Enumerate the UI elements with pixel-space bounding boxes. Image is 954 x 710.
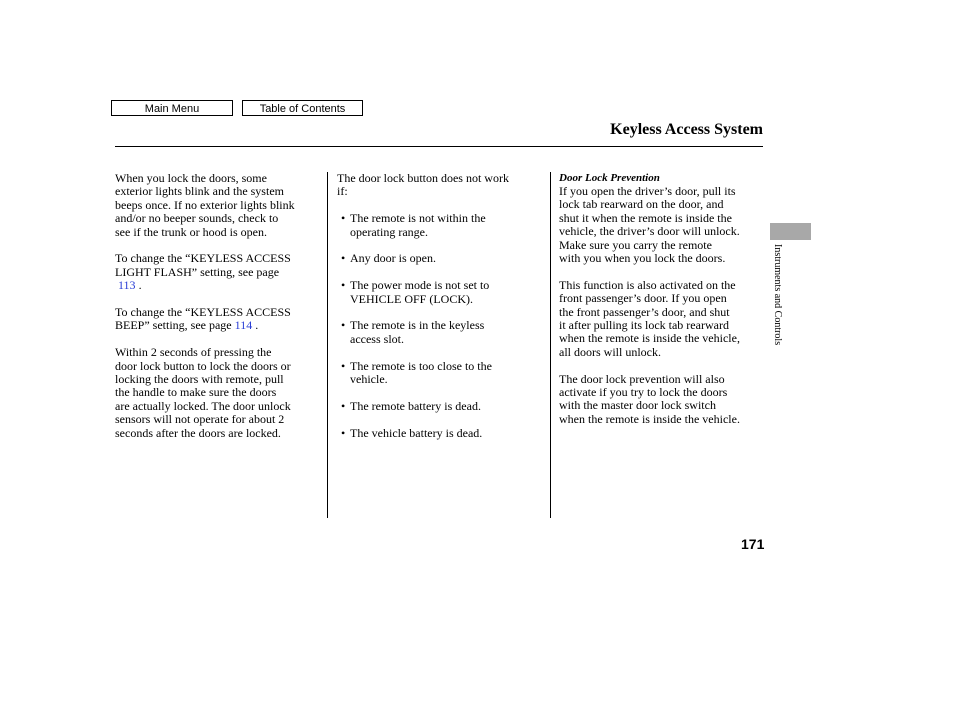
page-link-114[interactable]: 114 — [234, 318, 253, 333]
column-left — [115, 172, 325, 453]
text-line: The remote battery is dead. — [350, 398, 481, 413]
text-line: The door lock prevention will also — [559, 371, 725, 386]
text-line — [115, 319, 325, 332]
bullet-item — [337, 360, 542, 387]
text-line: To change the “KEYLESS ACCESS — [115, 251, 291, 266]
section-subheading: Door Lock Prevention — [559, 172, 660, 184]
text-line: door lock button to lock the doors or — [115, 358, 291, 373]
bullet-icon: • — [341, 278, 346, 293]
text-line: with you when you lock the doors. — [559, 251, 726, 266]
text-line: and/or no beeper sounds, check to — [115, 211, 279, 226]
text-tail: . — [135, 278, 142, 293]
paragraph-lock-feedback — [115, 172, 325, 239]
column-divider — [327, 172, 328, 518]
text-line: The power mode is not set to — [350, 278, 490, 293]
text-line: access slot. — [350, 331, 404, 346]
text-line: The door lock button does not work — [337, 171, 509, 185]
bullet-item — [337, 427, 542, 440]
text-line: beeps once. If no exterior lights blink — [115, 197, 295, 212]
bullet-icon: • — [341, 358, 346, 373]
bullet-item — [337, 319, 542, 346]
text-line: The remote is not within the — [350, 211, 486, 226]
text-line: vehicle, the driver’s door will unlock. — [559, 224, 740, 239]
bullet-icon: • — [341, 211, 346, 226]
bullet-icon: • — [341, 251, 346, 266]
section-tab-marker — [770, 223, 811, 240]
bullet-item — [337, 279, 542, 306]
text-line: Within 2 seconds of pressing the — [115, 345, 272, 360]
text-line: If you open the driver’s door, pull its — [559, 184, 736, 198]
column-middle — [337, 172, 542, 453]
text-line: locking the doors with remote, pull — [115, 372, 284, 387]
text-line: see if the trunk or hood is open. — [115, 224, 267, 239]
text-line: when the remote is inside the vehicle, — [559, 331, 740, 346]
text-line: sensors will not operate for about 2 — [115, 412, 285, 427]
text-line: front passenger’s door. If you open — [559, 291, 727, 306]
text-tail: . — [252, 318, 259, 333]
text-line: when the remote is inside the vehicle. — [559, 411, 740, 426]
text-line: The remote is too close to the — [350, 358, 492, 373]
text-line: Make sure you carry the remote — [559, 237, 712, 252]
text-line: LIGHT FLASH” setting, see page — [115, 264, 280, 279]
text-line: seconds after the doors are locked. — [115, 425, 281, 440]
text-line: operating range. — [350, 224, 428, 239]
text-line: exterior lights blink and the system — [115, 184, 284, 199]
text-line: To change the “KEYLESS ACCESS — [115, 305, 291, 320]
text-prefix: BEEP” setting, see page — [115, 318, 235, 333]
paragraph-driver-door — [559, 185, 769, 265]
text-line: the front passenger’s door, and shut — [559, 304, 730, 319]
paragraph-intro — [337, 172, 542, 199]
column-divider — [550, 172, 551, 518]
bullet-icon: • — [341, 425, 346, 440]
text-line: with the master door lock switch — [559, 398, 716, 413]
text-line: it after pulling its lock tab rearward — [559, 318, 729, 333]
paragraph-light-flash-setting — [115, 252, 325, 292]
bullet-item — [337, 400, 542, 413]
text-line: activate if you try to lock the doors — [559, 385, 728, 400]
main-menu-button[interactable]: Main Menu — [111, 100, 233, 116]
text-line: lock tab rearward on the door, and — [559, 197, 724, 212]
text-line: all doors will unlock. — [559, 344, 661, 359]
text-line — [115, 279, 325, 292]
bullet-icon: • — [341, 398, 346, 413]
text-line: VEHICLE OFF (LOCK). — [350, 291, 473, 306]
page-title: Keyless Access System — [610, 121, 763, 138]
text-line: The vehicle battery is dead. — [350, 425, 483, 440]
page-link-113[interactable]: 113 — [118, 278, 136, 293]
text-line: vehicle. — [350, 372, 388, 387]
paragraph-passenger-door — [559, 279, 769, 359]
paragraph-lock-check — [115, 346, 325, 440]
header-rule — [115, 146, 763, 147]
paragraph-master-switch — [559, 373, 769, 427]
section-side-label: Instruments and Controls — [772, 244, 783, 346]
text-line: are actually locked. The door unlock — [115, 398, 291, 413]
text-line: the handle to make sure the doors — [115, 385, 277, 400]
text-line: if: — [337, 184, 348, 199]
text-line: This function is also activated on the — [559, 277, 736, 292]
paragraph-beep-setting — [115, 306, 325, 333]
bullet-item — [337, 252, 542, 265]
column-right — [559, 172, 769, 440]
bullet-item — [337, 212, 542, 239]
text-line: Any door is open. — [350, 251, 436, 266]
table-of-contents-button[interactable]: Table of Contents — [242, 100, 363, 116]
text-line: The remote is in the keyless — [350, 318, 485, 333]
text-line: shut it when the remote is inside the — [559, 210, 732, 225]
page-number: 171 — [741, 536, 765, 552]
text-line: When you lock the doors, some — [115, 171, 267, 185]
bullet-icon: • — [341, 318, 346, 333]
